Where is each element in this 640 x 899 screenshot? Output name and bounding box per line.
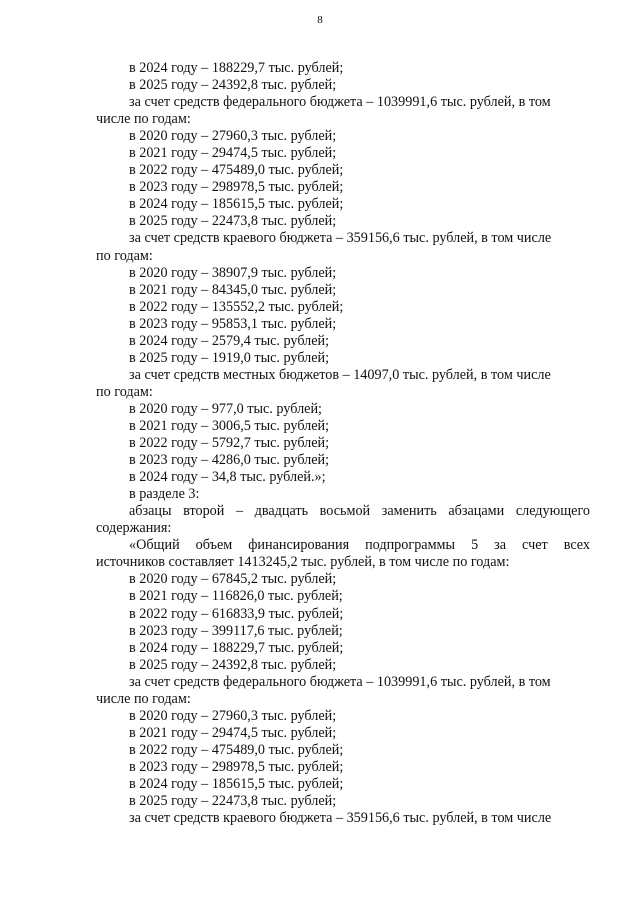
text-line: в 2020 году – 38907,9 тыс. рублей;	[129, 264, 337, 281]
text-line: за счет средств федерального бюджета – 1039991,6 тыс. рублей, в том	[129, 94, 551, 111]
text-line: в 2022 году – 616833,9 тыс. рублей;	[129, 605, 344, 622]
text-line: за счет средств федерального бюджета – 1039991,6 тыс. рублей, в том	[129, 673, 551, 690]
text-line: в разделе 3:	[129, 486, 200, 503]
text-line: в 2025 году – 24392,8 тыс. рублей;	[129, 77, 337, 94]
text-line: числе по годам:	[96, 111, 191, 128]
text-line: в 2023 году – 95853,1 тыс. рублей;	[129, 315, 337, 332]
text-line: в 2025 году – 1919,0 тыс. рублей;	[129, 349, 330, 366]
text-line: в 2024 году – 185615,5 тыс. рублей;	[129, 775, 344, 792]
text-line: в 2025 году – 24392,8 тыс. рублей;	[129, 656, 337, 673]
text-line: в 2022 году – 5792,7 тыс. рублей;	[129, 435, 330, 452]
text-line: в 2024 году – 188229,7 тыс. рублей;	[129, 639, 344, 656]
text-line: в 2021 году – 116826,0 тыс. рублей;	[129, 588, 343, 605]
text-line: числе по годам:	[96, 690, 191, 707]
text-line: в 2020 году – 67845,2 тыс. рублей;	[129, 571, 337, 588]
text-line: в 2024 году – 34,8 тыс. рублей.»;	[129, 469, 326, 486]
text-line: в 2021 году – 29474,5 тыс. рублей;	[129, 145, 337, 162]
text-line: в 2020 году – 27960,3 тыс. рублей;	[129, 707, 337, 724]
document-body	[96, 60, 590, 827]
text-line: абзацы второй – двадцать восьмой заменить абзацами следующего	[129, 503, 590, 520]
page-number: 8	[317, 14, 323, 26]
text-line: «Общий объем финансирования подпрограммы 5 за счет всех	[129, 537, 590, 554]
text-line: в 2022 году – 475489,0 тыс. рублей;	[129, 162, 344, 179]
text-line: в 2025 году – 22473,8 тыс. рублей;	[129, 213, 337, 230]
text-line: в 2021 году – 84345,0 тыс. рублей;	[129, 281, 337, 298]
text-line: в 2024 году – 188229,7 тыс. рублей;	[129, 60, 344, 76]
text-line: в 2023 году – 298978,5 тыс. рублей;	[129, 758, 344, 775]
text-line: в 2022 году – 135552,2 тыс. рублей;	[129, 298, 344, 315]
text-line: в 2023 году – 4286,0 тыс. рублей;	[129, 452, 330, 469]
text-line: в 2023 году – 399117,6 тыс. рублей;	[129, 622, 343, 639]
text-line: источников составляет 1413245,2 тыс. рублей, в том числе по годам:	[96, 554, 510, 571]
text-line: в 2021 году – 29474,5 тыс. рублей;	[129, 724, 337, 741]
text-line: за счет средств краевого бюджета – 359156,6 тыс. рублей, в том числе	[129, 810, 552, 827]
text-line: в 2020 году – 27960,3 тыс. рублей;	[129, 128, 337, 145]
text-line: в 2023 году – 298978,5 тыс. рублей;	[129, 179, 344, 196]
text-line: в 2020 году – 977,0 тыс. рублей;	[129, 400, 322, 417]
text-line: в 2021 году – 3006,5 тыс. рублей;	[129, 417, 330, 434]
text-line: в 2024 году – 185615,5 тыс. рублей;	[129, 196, 344, 213]
text-line: в 2022 году – 475489,0 тыс. рублей;	[129, 741, 344, 758]
text-line: за счет средств краевого бюджета – 359156,6 тыс. рублей, в том числе	[129, 230, 552, 247]
text-line: в 2025 году – 22473,8 тыс. рублей;	[129, 793, 337, 810]
text-line: по годам:	[96, 247, 153, 264]
text-line: в 2024 году – 2579,4 тыс. рублей;	[129, 332, 330, 349]
text-line: содержания:	[96, 520, 172, 537]
text-line: по годам:	[96, 383, 153, 400]
text-line: за счет средств местных бюджетов – 14097,0 тыс. рублей, в том числе	[129, 366, 551, 383]
